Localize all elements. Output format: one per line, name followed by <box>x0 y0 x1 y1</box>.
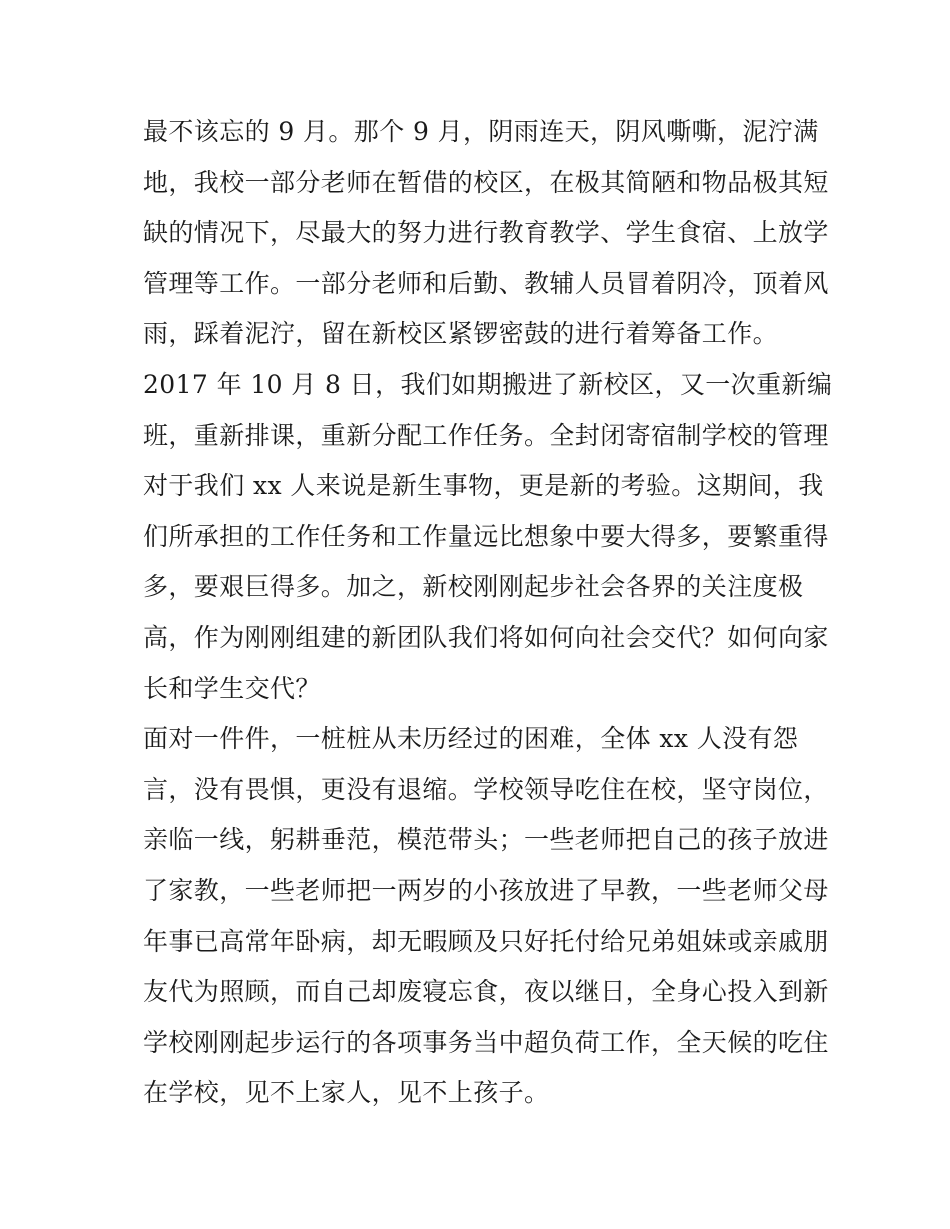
text-line: 亲临一线，躬耕垂范，模范带头；一些老师把自己的孩子放进 <box>143 825 829 855</box>
text-line: 言，没有畏惧，更没有退缩。学校领导吃住在校，坚守岗位， <box>143 774 829 804</box>
text-line: 在学校，见不上家人，见不上孩子。 <box>143 1078 550 1108</box>
text-line: 了家教，一些老师把一两岁的小孩放进了早教，一些老师父母 <box>143 875 829 905</box>
text-line: 2017 年 10 月 8 日，我们如期搬进了新校区，又一次重新编 <box>143 369 833 399</box>
text-line: 雨，踩着泥泞，留在新校区紧锣密鼓的进行着筹备工作。 <box>143 319 779 349</box>
text-line: 地，我校一部分老师在暂借的校区，在极其简陋和物品极其短 <box>143 167 829 197</box>
text-line: 学校刚刚起步运行的各项事务当中超负荷工作，全天候的吃住 <box>143 1027 829 1057</box>
text-line: 管理等工作。一部分老师和后勤、教辅人员冒着阴冷，顶着风 <box>143 268 829 298</box>
body-text <box>143 107 833 1119</box>
text-line: 长和学生交代？ <box>143 673 321 703</box>
text-line: 最不该忘的 9 月。那个 9 月，阴雨连天，阴风嘶嘶，泥泞满 <box>143 117 819 146</box>
text-line: 年事已高常年卧病，却无暇顾及只好托付给兄弟姐妹或亲戚朋 <box>143 926 829 956</box>
text-line: 班，重新排课，重新分配工作任务。全封闭寄宿制学校的管理 <box>143 420 829 450</box>
text-line: 们所承担的工作任务和工作量远比想象中要大得多，要繁重得 <box>143 521 829 551</box>
text-line: 多，要艰巨得多。加之，新校刚刚起步社会各界的关注度极 <box>143 572 804 602</box>
text-line: 友代为照顾，而自己却废寝忘食，夜以继日，全身心投入到新 <box>143 977 829 1007</box>
text-line: 高，作为刚刚组建的新团队我们将如何向社会交代？如何向家 <box>143 622 829 652</box>
text-line: 对于我们 xx 人来说是新生事物，更是新的考验。这期间，我 <box>143 471 824 501</box>
text-line: 面对一件件，一桩桩从未历经过的困难，全体 xx 人没有怨 <box>143 724 799 754</box>
text-line: 缺的情况下，尽最大的努力进行教育教学、学生食宿、上放学 <box>143 218 829 248</box>
